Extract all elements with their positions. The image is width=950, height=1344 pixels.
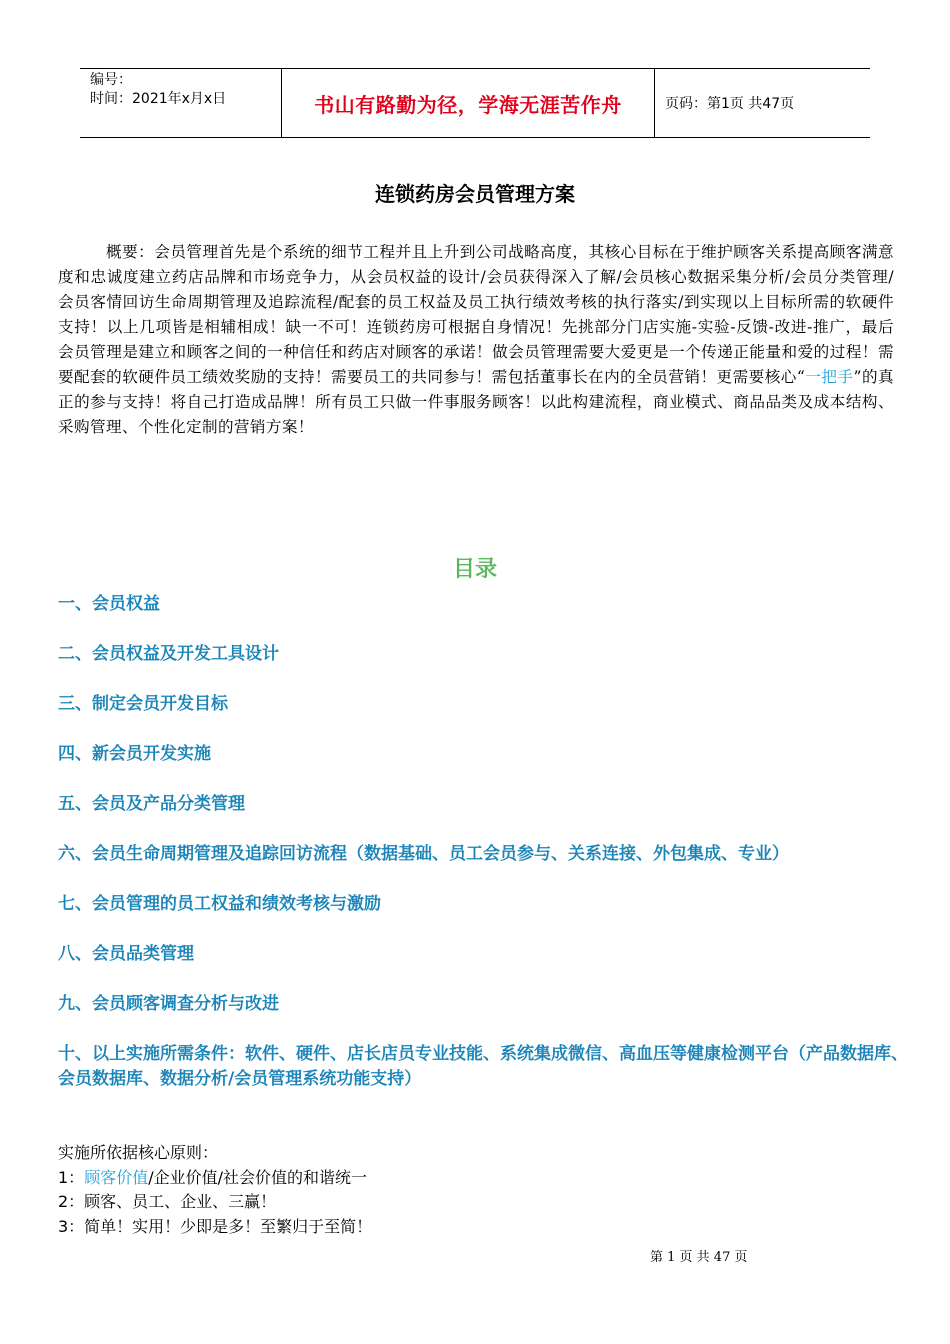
toc-item[interactable]: 九、会员顾客调查分析与改进 — [58, 994, 279, 1014]
header-motto: 书山有路勤为径，学海无涯苦作舟 — [281, 69, 655, 137]
principle-item-1 — [58, 1166, 908, 1191]
toc-item[interactable]: 四、新会员开发实施 — [58, 744, 211, 764]
toc-item[interactable]: 七、会员管理的员工权益和绩效考核与激励 — [58, 894, 381, 914]
principle-1-prefix: 1： — [58, 1167, 85, 1187]
header-table — [80, 68, 870, 138]
toc-item[interactable]: 三、制定会员开发目标 — [58, 694, 228, 714]
principle-1-rest: /企业价值/社会价值的和谐统一 — [148, 1167, 367, 1187]
principle-item-3: 3：简单！实用！少即是多！至繁归于至简！ — [58, 1216, 373, 1236]
document-title: 连锁药房会员管理方案 — [375, 182, 575, 206]
header-meta — [80, 69, 281, 137]
summary-part1: 概要：会员管理首先是个系统的细节工程并且上升到公司战略高度，其核心目标在于维护顾客关系提高顾客满意度和忠诚度建立药店品牌和市场竞争力，从会员权益的设计/会员获得深入了解/会员核心数据采集分析/会员分类管理/会员客情回访生命周期管理及追踪流程/配套的员工权益及员工执行绩效考核的执行落实/到实现以上目标所需的软硬件支持！以上几项皆是相辅相成！缺一不可！连锁药房可根据自身情况！先挑部分门店实施-实验-反馈-改进-推广，最后会员管理是建立和顾客之间的一种信任和药店对顾客的承诺！做会员管理需要大爱更是一个传递正能量和爱的过程！需要配套的软硬件员工绩效奖励的支持！需要员工的共同参与！需包括董事长在内的全员营销！更需要核心“ — [58, 243, 894, 386]
toc-item[interactable]: 六、会员生命周期管理及追踪回访流程（数据基础、员工会员参与、关系连接、外包集成、专业） — [58, 844, 789, 864]
summary-highlight: 一把手 — [805, 368, 854, 386]
header-page-info: 页码：第1页 共47页 — [665, 96, 795, 112]
toc-item[interactable]: 八、会员品类管理 — [58, 944, 194, 964]
page-footer: 第 1 页 共 47 页 — [650, 1250, 748, 1265]
principle-item-2: 2：顾客、员工、企业、三赢！ — [58, 1192, 277, 1211]
principles-title: 实施所依据核心原则： — [58, 1143, 219, 1162]
toc-title: 目录 — [452, 557, 497, 582]
toc-item[interactable]: 一、会员权益 — [58, 594, 160, 614]
summary-part2: ”的真正的参与支持！将自己打造成品牌！所有员工只做一件事服务顾客！以此构建流程，商业模式、商品品类及成本结构、采购管理、个性化定制的营销方案！ — [58, 368, 894, 436]
summary-paragraph — [58, 240, 894, 440]
toc-item[interactable]: 二、会员权益及开发工具设计 — [58, 644, 279, 664]
time-label: 时间：2021年x月x日 — [90, 91, 227, 107]
table-of-contents — [58, 592, 908, 1092]
principles-section — [58, 1141, 908, 1239]
principle-1-highlight: 顾客价值 — [84, 1167, 149, 1187]
toc-item[interactable]: 五、会员及产品分类管理 — [58, 794, 245, 814]
number-label: 编号： — [90, 72, 132, 88]
toc-item[interactable]: 十、以上实施所需条件：软件、硬件、店长店员专业技能、系统集成微信、高血压等健康检测平台（产品数据库、会员数据库、数据分析/会员管理系统功能支持） — [58, 1044, 908, 1089]
